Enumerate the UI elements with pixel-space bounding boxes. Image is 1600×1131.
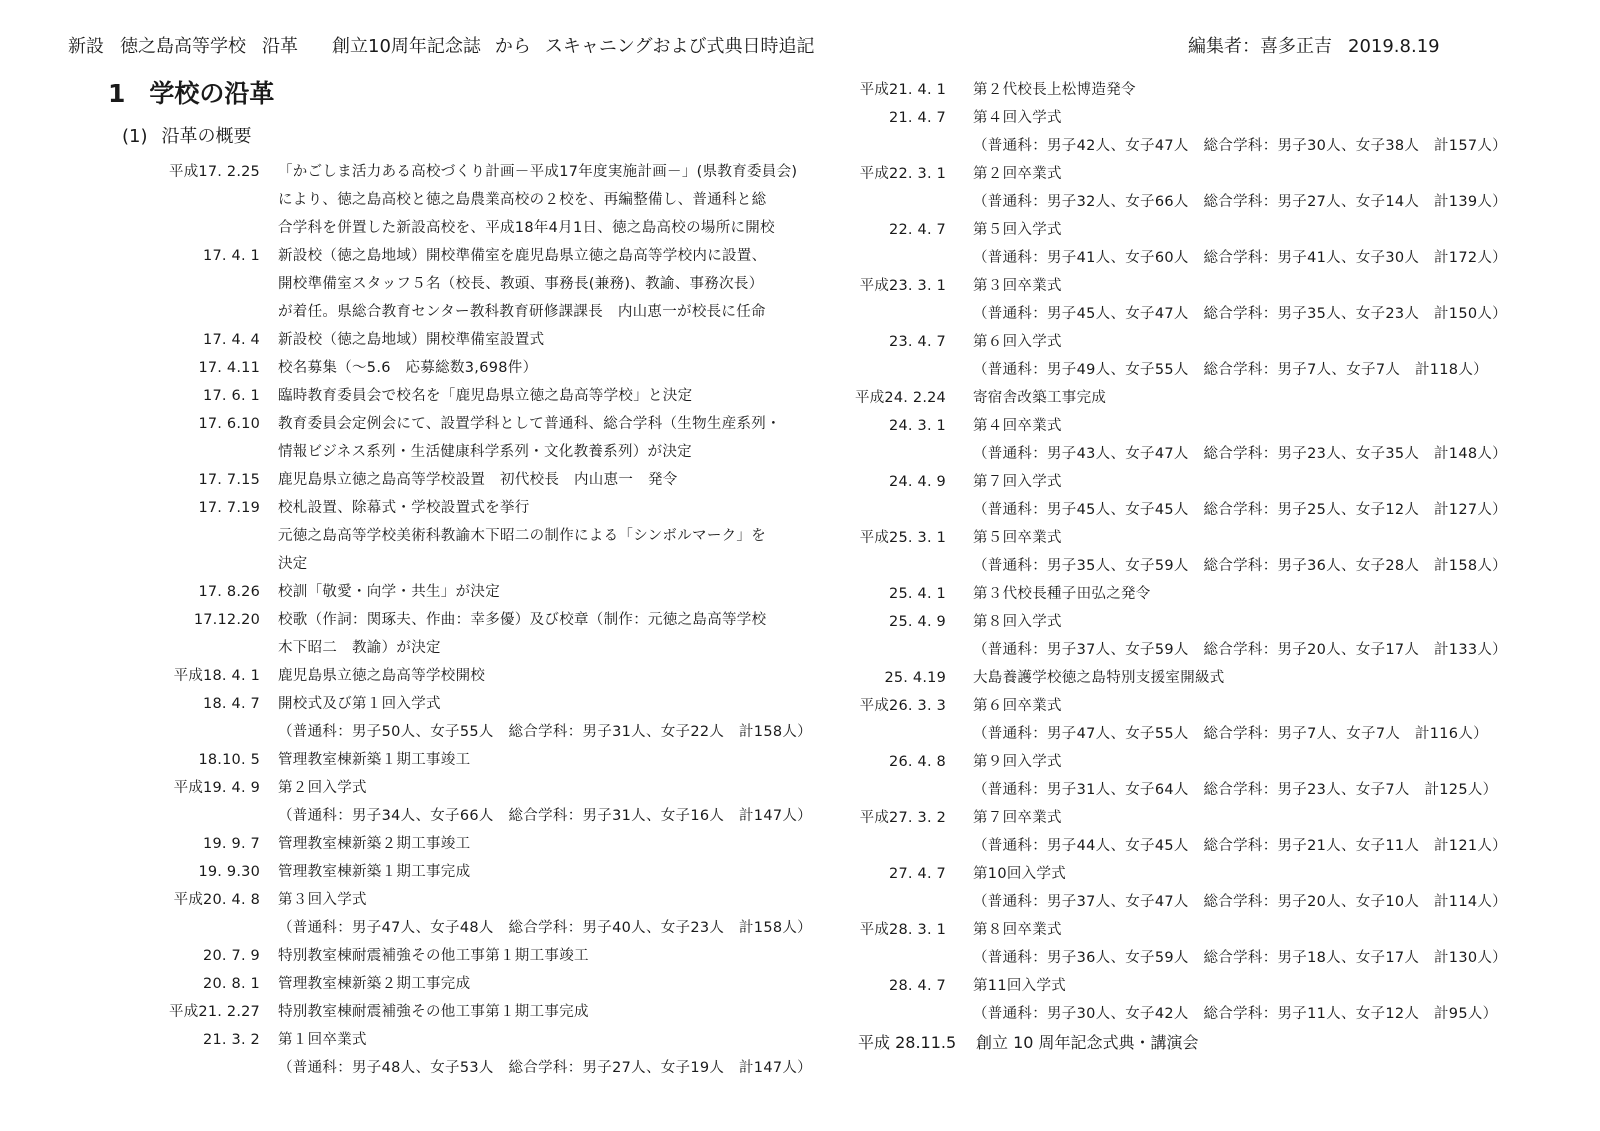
entry-text: （普通科：男子43人、女子47人 総合学科：男子23人、女子35人 計148人） [973,446,1507,462]
subsection-title [122,122,252,148]
history-entry [858,496,1507,524]
history-entry [160,522,800,550]
history-entry [858,972,1498,1000]
history-entry [858,188,1507,216]
entry-text: （普通科：男子50人、女子55人 総合学科：男子31人、女子22人 計158人） [278,724,812,740]
history-entry [160,494,800,522]
history-entry [858,804,1498,832]
history-entry [160,550,800,578]
history-entry [858,244,1507,272]
history-entry [160,830,800,858]
history-entry [160,270,800,298]
entry-text: 鹿児島県立徳之島高等学校設置 初代校長 内山恵一 発令 [278,472,678,488]
entry-date: 17. 6.10 [198,416,260,432]
entry-date: 17. 8.26 [198,584,260,600]
entry-text: 第10回入学式 [973,866,1067,882]
history-entry [160,214,800,242]
history-entry [858,944,1507,972]
entry-date: 平成19. 4. 9 [173,780,260,796]
history-entry [858,608,1498,636]
entry-date: 17. 6. 1 [203,388,260,404]
final-entry-text: 創立 10 周年記念式典・講演会 [976,1033,1199,1052]
history-entry [160,578,800,606]
history-entry [858,104,1498,132]
entry-text: 第３回入学式 [278,892,367,908]
history-entry [160,774,800,802]
entry-text: 第８回卒業式 [973,922,1062,938]
entry-date: 平成18. 4. 1 [173,668,260,684]
entry-date: 28. 4. 7 [889,978,946,994]
history-entry [160,158,800,186]
entry-text: 情報ビジネス系列・生活健康科学系列・文化教養系列）が決定 [278,444,692,460]
history-entry [160,326,800,354]
entry-text: （普通科：男子32人、女子66人 総合学科：男子27人、女子14人 計139人） [973,194,1507,210]
header-history: 沿革 [262,36,298,57]
entry-text: 管理教室棟新築１期工事完成 [278,864,471,880]
entry-text: （普通科：男子37人、女子47人 総合学科：男子20人、女子10人 計114人） [973,894,1507,910]
entry-date: 20. 8. 1 [203,976,260,992]
header-from: から [494,36,531,57]
history-entry [160,382,800,410]
entry-date: 21. 3. 2 [203,1032,260,1048]
history-entry [160,746,800,774]
editor-name: 編集者：喜多正吉 [1188,36,1332,57]
history-column-left [160,158,812,1082]
history-entry [160,466,800,494]
entry-text: 第４回入学式 [973,110,1062,126]
entry-text: 管理教室棟新築２期工事竣工 [278,836,471,852]
final-entry [858,1030,1199,1053]
entry-text: 合学科を併置した新設高校を、平成18年4月1日、徳之島高校の場所に開校 [278,220,775,236]
entry-text: により、徳之島高校と徳之島農業高校の２校を、再編整備し、普通科と総 [278,192,767,208]
history-entry [160,634,800,662]
entry-text: 木下昭二 教諭）が決定 [278,640,441,656]
entry-text: 特別教室棟耐震補強その他工事第１期工事竣工 [278,948,589,964]
history-entry [858,356,1498,384]
entry-date: 25. 4. 9 [889,614,946,630]
history-entry [858,748,1498,776]
entry-text: 第２回入学式 [278,780,367,796]
history-entry [858,580,1498,608]
entry-date: 平成24. 2.24 [855,390,946,406]
history-entry [855,384,1498,412]
section-title [108,74,274,110]
entry-text: 第３代校長種子田弘之発令 [973,586,1151,602]
entry-text: 寄宿舎改築工事完成 [973,390,1107,406]
editor-info [1188,32,1440,58]
entry-date: 平成23. 3. 1 [859,278,946,294]
history-entry [160,298,800,326]
entry-text: 元徳之島高等学校美術科教諭木下昭二の制作による「シンボルマーク」を [278,528,767,544]
header-scanning-note: スキャニングおよび式典日時追記 [544,36,815,57]
entry-text: （普通科：男子34人、女子66人 総合学科：男子31人、女子16人 計147人） [278,808,812,824]
history-entry [858,916,1498,944]
history-entry [858,832,1507,860]
history-entry [160,438,800,466]
history-entry [160,606,800,634]
entry-text: 開校式及び第１回入学式 [278,696,441,712]
entry-date: 24. 4. 9 [889,474,946,490]
history-entry [160,914,812,942]
entry-date: 17.12.20 [193,612,260,628]
entry-date: 17. 4.11 [198,360,260,376]
final-entry-date: 平成 28.11.5 [858,1033,957,1052]
entry-date: 18. 4. 7 [203,696,260,712]
entry-text: 第11回入学式 [973,978,1067,994]
entry-text: 新設校（徳之島地域）開校準備室を鹿児島県立徳之島高等学校内に設置、 [278,248,767,264]
entry-text: 第７回入学式 [973,474,1062,490]
history-entry [160,858,800,886]
history-entry [858,272,1498,300]
entry-text: （普通科：男子47人、女子48人 総合学科：男子40人、女子23人 計158人） [278,920,812,936]
history-entry [160,1026,800,1054]
entry-text: 鹿児島県立徳之島高等学校開校 [278,668,486,684]
history-entry [858,300,1507,328]
entry-date: 19. 9. 7 [203,836,260,852]
history-entry [160,886,800,914]
history-entry [858,860,1498,888]
entry-date: 25. 4. 1 [889,586,946,602]
entry-text: （普通科：男子41人、女子60人 総合学科：男子41人、女子30人 計172人） [973,250,1507,266]
entry-date: 平成28. 3. 1 [859,922,946,938]
history-entry [160,718,812,746]
entry-text: 校名募集（～5.6 応募総数3,698件） [278,360,538,376]
entry-text: （普通科：男子31人、女子64人 総合学科：男子23人、女子7人 計125人） [973,782,1498,798]
history-entry [858,328,1498,356]
entry-date: 24. 3. 1 [889,418,946,434]
history-entry [858,692,1498,720]
entry-date: 23. 4. 7 [889,334,946,350]
entry-text: （普通科：男子45人、女子45人 総合学科：男子25人、女子12人 計127人） [973,502,1507,518]
entry-text: 第６回入学式 [973,334,1062,350]
entry-text: 臨時教育委員会で校名を「鹿児島県立徳之島高等学校」と決定 [278,388,693,404]
history-entry [160,354,800,382]
history-entry [160,690,800,718]
entry-text: 校訓「敬愛・向学・共生」が決定 [278,584,500,600]
history-entry [858,412,1498,440]
entry-date: 21. 4. 7 [889,110,946,126]
entry-text: 大島養護学校徳之島特別支援室開級式 [973,670,1225,686]
entry-date: 17. 4. 1 [203,248,260,264]
history-entry [858,720,1498,748]
history-entry [160,662,800,690]
history-entry [858,76,1498,104]
history-entry [160,998,800,1026]
entry-date: 17. 7.19 [198,500,260,516]
history-entry [160,410,800,438]
edit-date: 2019.8.19 [1348,36,1440,57]
entry-date: 17. 7.15 [198,472,260,488]
history-entry [858,776,1498,804]
entry-text: 開校準備室スタッフ５名（校長、教頭、事務長(兼務)、教諭、事務次長） [278,276,764,292]
entry-text: 第７回卒業式 [973,810,1062,826]
history-entry [160,802,812,830]
entry-text: 第８回入学式 [973,614,1062,630]
history-entry [858,440,1507,468]
entry-date: 17. 4. 4 [203,332,260,348]
history-entry [858,216,1498,244]
entry-date: 19. 9.30 [198,864,260,880]
entry-text: （普通科：男子44人、女子45人 総合学科：男子21人、女子11人 計121人） [973,838,1507,854]
entry-text: （普通科：男子30人、女子42人 総合学科：男子11人、女子12人 計95人） [973,1006,1498,1022]
history-entry [858,132,1507,160]
history-entry [858,468,1498,496]
entry-text: 第５回入学式 [973,222,1062,238]
entry-date: 平成26. 3. 3 [859,698,946,714]
history-entry [858,636,1507,664]
entry-text: 「かごしま活力ある高校づくり計画－平成17年度実施計画－」(県教育委員会) [278,164,798,180]
history-entry [858,552,1507,580]
entry-text: 管理教室棟新築１期工事竣工 [278,752,471,768]
history-entry [160,1054,812,1082]
entry-text: 第３回卒業式 [973,278,1062,294]
subsection-number: (1) [122,126,148,147]
history-entry [858,524,1498,552]
history-entry [858,1000,1498,1028]
entry-text: （普通科：男子42人、女子47人 総合学科：男子30人、女子38人 計157人） [973,138,1507,154]
document-header [68,32,815,58]
entry-text: 教育委員会定例会にて、設置学科として普通科、総合学科（生物生産系列・ [278,416,781,432]
entry-text: 第１回卒業式 [278,1032,367,1048]
history-column-right [855,76,1507,1028]
history-entry [160,242,800,270]
entry-date: 平成20. 4. 8 [173,892,260,908]
history-entry [858,888,1507,916]
entry-date: 22. 4. 7 [889,222,946,238]
entry-date: 平成17. 2.25 [169,164,260,180]
entry-date: 20. 7. 9 [203,948,260,964]
entry-text: 特別教室棟耐震補強その他工事第１期工事完成 [278,1004,589,1020]
entry-date: 平成21. 4. 1 [859,82,946,98]
entry-text: （普通科：男子35人、女子59人 総合学科：男子36人、女子28人 計158人） [973,558,1507,574]
entry-date: 26. 4. 8 [889,754,946,770]
entry-text: 校歌（作詞：関琢夫、作曲：幸多優）及び校章（制作：元徳之島高等学校 [278,612,767,628]
entry-date: 平成25. 3. 1 [859,530,946,546]
entry-date: 25. 4.19 [884,670,946,686]
entry-text: 第２回卒業式 [973,166,1062,182]
entry-date: 27. 4. 7 [889,866,946,882]
entry-text: が着任。県総合教育センター教科教育研修課課長 内山恵一が校長に任命 [278,304,766,320]
entry-date: 18.10. 5 [198,752,260,768]
entry-text: （普通科：男子36人、女子59人 総合学科：男子18人、女子17人 計130人） [973,950,1507,966]
subsection-title-text: 沿革の概要 [161,126,252,147]
entry-text: 第９回入学式 [973,754,1062,770]
entry-text: （普通科：男子49人、女子55人 総合学科：男子7人、女子7人 計118人） [973,362,1488,378]
entry-text: 第６回卒業式 [973,698,1062,714]
entry-text: 第２代校長上松博造発令 [973,82,1136,98]
section-title-text: 学校の沿革 [149,79,275,108]
entry-text: 管理教室棟新築２期工事完成 [278,976,471,992]
entry-text: 第４回卒業式 [973,418,1062,434]
section-number: 1 [108,79,126,108]
entry-text: 第５回卒業式 [973,530,1062,546]
entry-date: 平成21. 2.27 [169,1004,260,1020]
history-entry [160,970,800,998]
header-new: 新設 [68,36,104,57]
history-entry [858,664,1498,692]
entry-text: （普通科：男子45人、女子47人 総合学科：男子35人、女子23人 計150人） [973,306,1507,322]
history-entry [160,186,800,214]
entry-date: 平成22. 3. 1 [859,166,946,182]
entry-text: （普通科：男子48人、女子53人 総合学科：男子27人、女子19人 計147人） [278,1060,812,1076]
entry-text: 校札設置、除幕式・学校設置式を挙行 [278,500,530,516]
history-entry [858,160,1498,188]
entry-text: （普通科：男子37人、女子59人 総合学科：男子20人、女子17人 計133人） [973,642,1507,658]
entry-text: 決定 [278,556,308,572]
entry-text: （普通科：男子47人、女子55人 総合学科：男子7人、女子7人 計116人） [973,726,1488,742]
header-school-name: 徳之島高等学校 [120,36,246,57]
entry-date: 平成27. 3. 2 [859,810,946,826]
history-entry [160,942,800,970]
header-anniversary-book: 創立10周年記念誌 [332,36,481,57]
entry-text: 新設校（徳之島地域）開校準備室設置式 [278,332,545,348]
